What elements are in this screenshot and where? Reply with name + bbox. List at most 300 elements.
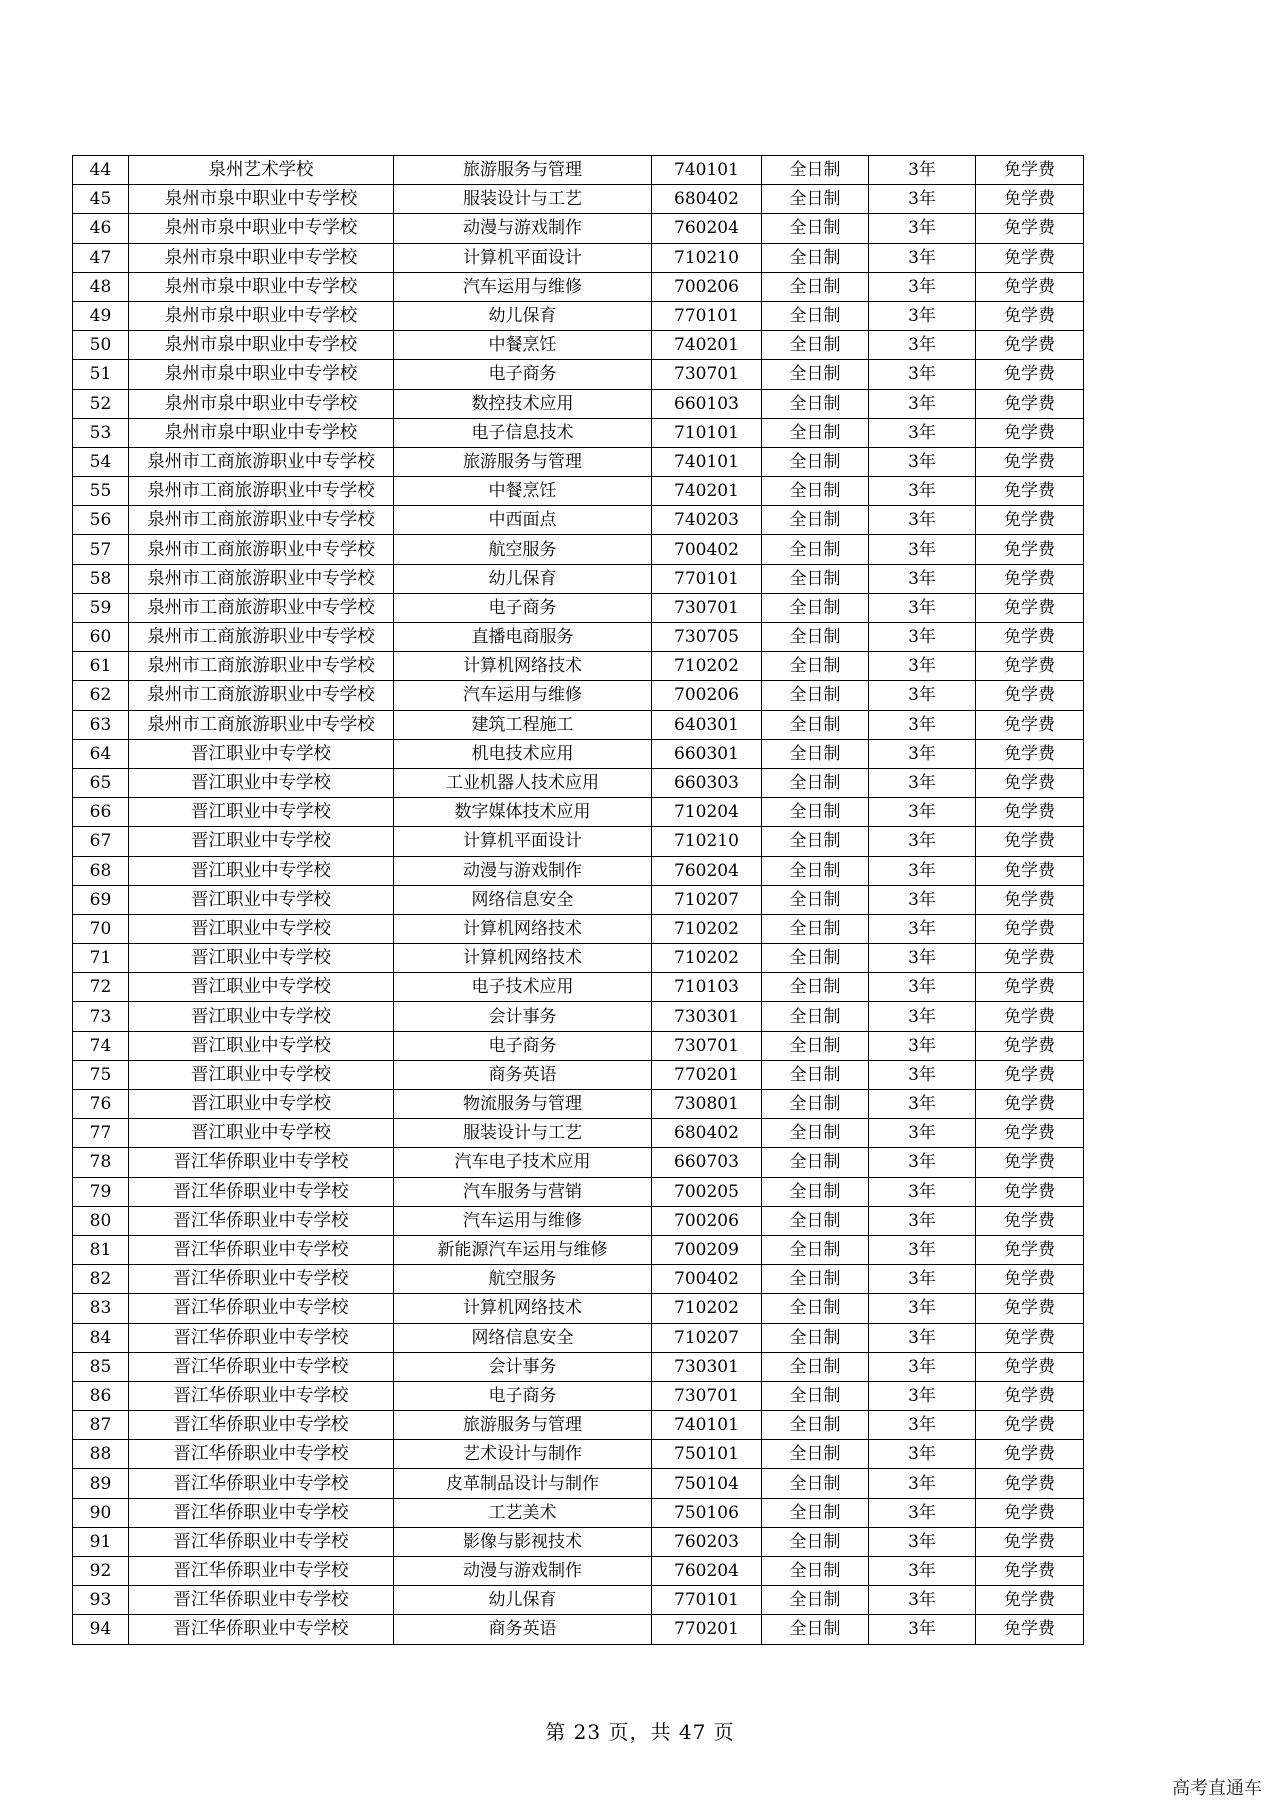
school-name-cell: 晋江华侨职业中专学校	[129, 1527, 394, 1556]
major-name-cell: 航空服务	[394, 535, 652, 564]
table-row	[73, 1352, 1084, 1381]
row-number-cell: 51	[73, 360, 129, 389]
major-name-cell: 电子商务	[394, 1031, 652, 1060]
duration-cell: 3年	[869, 1206, 976, 1235]
major-code-cell: 640301	[652, 710, 762, 739]
school-name-cell: 晋江职业中专学校	[129, 1119, 394, 1148]
tuition-status-cell: 免学费	[976, 944, 1084, 973]
duration-cell: 3年	[869, 185, 976, 214]
major-name-cell: 建筑工程施工	[394, 710, 652, 739]
study-mode-cell: 全日制	[762, 739, 869, 768]
study-mode-cell: 全日制	[762, 477, 869, 506]
duration-cell: 3年	[869, 681, 976, 710]
duration-cell: 3年	[869, 214, 976, 243]
school-name-cell: 晋江华侨职业中专学校	[129, 1498, 394, 1527]
major-name-cell: 汽车服务与营销	[394, 1177, 652, 1206]
school-name-cell: 晋江职业中专学校	[129, 973, 394, 1002]
row-number-cell: 75	[73, 1060, 129, 1089]
row-number-cell: 71	[73, 944, 129, 973]
major-code-cell: 730301	[652, 1352, 762, 1381]
duration-cell: 3年	[869, 1060, 976, 1089]
table-row	[73, 447, 1084, 476]
duration-cell: 3年	[869, 447, 976, 476]
row-number-cell: 72	[73, 973, 129, 1002]
major-name-cell: 幼儿保育	[394, 1586, 652, 1615]
major-name-cell: 会计事务	[394, 1002, 652, 1031]
table-row	[73, 739, 1084, 768]
duration-cell: 3年	[869, 1615, 976, 1644]
study-mode-cell: 全日制	[762, 156, 869, 185]
row-number-cell: 50	[73, 331, 129, 360]
major-code-cell: 730701	[652, 593, 762, 622]
major-name-cell: 计算机网络技术	[394, 944, 652, 973]
table-row	[73, 1148, 1084, 1177]
major-code-cell: 730705	[652, 623, 762, 652]
table-row	[73, 885, 1084, 914]
table-row	[73, 1615, 1084, 1644]
school-name-cell: 晋江华侨职业中专学校	[129, 1294, 394, 1323]
duration-cell: 3年	[869, 1527, 976, 1556]
row-number-cell: 48	[73, 272, 129, 301]
duration-cell: 3年	[869, 1469, 976, 1498]
row-number-cell: 82	[73, 1265, 129, 1294]
table-row	[73, 1411, 1084, 1440]
major-code-cell: 710207	[652, 885, 762, 914]
major-code-cell: 770101	[652, 301, 762, 330]
major-name-cell: 商务英语	[394, 1060, 652, 1089]
school-name-cell: 晋江职业中专学校	[129, 768, 394, 797]
row-number-cell: 87	[73, 1411, 129, 1440]
major-code-cell: 710207	[652, 1323, 762, 1352]
study-mode-cell: 全日制	[762, 1002, 869, 1031]
row-number-cell: 91	[73, 1527, 129, 1556]
duration-cell: 3年	[869, 1031, 976, 1060]
major-name-cell: 服装设计与工艺	[394, 185, 652, 214]
school-name-cell: 泉州市工商旅游职业中专学校	[129, 652, 394, 681]
study-mode-cell: 全日制	[762, 564, 869, 593]
major-name-cell: 幼儿保育	[394, 301, 652, 330]
duration-cell: 3年	[869, 1002, 976, 1031]
school-name-cell: 晋江职业中专学校	[129, 914, 394, 943]
duration-cell: 3年	[869, 1265, 976, 1294]
study-mode-cell: 全日制	[762, 1235, 869, 1264]
school-name-cell: 晋江职业中专学校	[129, 1002, 394, 1031]
major-name-cell: 服装设计与工艺	[394, 1119, 652, 1148]
study-mode-cell: 全日制	[762, 1586, 869, 1615]
school-name-cell: 晋江职业中专学校	[129, 1060, 394, 1089]
table-row	[73, 623, 1084, 652]
school-name-cell: 晋江华侨职业中专学校	[129, 1557, 394, 1586]
school-name-cell: 泉州市工商旅游职业中专学校	[129, 564, 394, 593]
table-row	[73, 1119, 1084, 1148]
major-code-cell: 660301	[652, 739, 762, 768]
study-mode-cell: 全日制	[762, 652, 869, 681]
study-mode-cell: 全日制	[762, 1498, 869, 1527]
study-mode-cell: 全日制	[762, 185, 869, 214]
major-name-cell: 电子商务	[394, 593, 652, 622]
row-number-cell: 53	[73, 418, 129, 447]
row-number-cell: 49	[73, 301, 129, 330]
table-row	[73, 477, 1084, 506]
tuition-status-cell: 免学费	[976, 914, 1084, 943]
school-name-cell: 泉州市泉中职业中专学校	[129, 272, 394, 301]
duration-cell: 3年	[869, 652, 976, 681]
major-name-cell: 网络信息安全	[394, 1323, 652, 1352]
school-name-cell: 泉州市工商旅游职业中专学校	[129, 506, 394, 535]
table-row	[73, 1586, 1084, 1615]
table-row	[73, 156, 1084, 185]
tuition-status-cell: 免学费	[976, 710, 1084, 739]
school-name-cell: 泉州市工商旅游职业中专学校	[129, 593, 394, 622]
school-name-cell: 晋江华侨职业中专学校	[129, 1265, 394, 1294]
major-code-cell: 730701	[652, 1031, 762, 1060]
major-code-cell: 750106	[652, 1498, 762, 1527]
major-name-cell: 影像与影视技术	[394, 1527, 652, 1556]
major-code-cell: 700205	[652, 1177, 762, 1206]
tuition-status-cell: 免学费	[976, 272, 1084, 301]
study-mode-cell: 全日制	[762, 1411, 869, 1440]
row-number-cell: 45	[73, 185, 129, 214]
major-name-cell: 动漫与游戏制作	[394, 214, 652, 243]
school-name-cell: 泉州市泉中职业中专学校	[129, 301, 394, 330]
row-number-cell: 63	[73, 710, 129, 739]
enrollment-table	[72, 155, 1084, 1645]
major-name-cell: 数字媒体技术应用	[394, 798, 652, 827]
row-number-cell: 65	[73, 768, 129, 797]
major-code-cell: 770101	[652, 564, 762, 593]
study-mode-cell: 全日制	[762, 1440, 869, 1469]
table-row	[73, 827, 1084, 856]
tuition-status-cell: 免学费	[976, 185, 1084, 214]
major-code-cell: 710202	[652, 652, 762, 681]
school-name-cell: 晋江华侨职业中专学校	[129, 1469, 394, 1498]
study-mode-cell: 全日制	[762, 331, 869, 360]
school-name-cell: 泉州艺术学校	[129, 156, 394, 185]
duration-cell: 3年	[869, 1323, 976, 1352]
duration-cell: 3年	[869, 1440, 976, 1469]
table-row	[73, 1265, 1084, 1294]
tuition-status-cell: 免学费	[976, 856, 1084, 885]
duration-cell: 3年	[869, 944, 976, 973]
major-code-cell: 700206	[652, 272, 762, 301]
major-code-cell: 710103	[652, 973, 762, 1002]
tuition-status-cell: 免学费	[976, 1177, 1084, 1206]
school-name-cell: 晋江华侨职业中专学校	[129, 1586, 394, 1615]
duration-cell: 3年	[869, 593, 976, 622]
row-number-cell: 77	[73, 1119, 129, 1148]
study-mode-cell: 全日制	[762, 944, 869, 973]
table-row	[73, 856, 1084, 885]
major-name-cell: 商务英语	[394, 1615, 652, 1644]
major-code-cell: 770201	[652, 1615, 762, 1644]
tuition-status-cell: 免学费	[976, 681, 1084, 710]
row-number-cell: 93	[73, 1586, 129, 1615]
study-mode-cell: 全日制	[762, 389, 869, 418]
row-number-cell: 70	[73, 914, 129, 943]
major-name-cell: 汽车电子技术应用	[394, 1148, 652, 1177]
row-number-cell: 58	[73, 564, 129, 593]
major-code-cell: 700402	[652, 1265, 762, 1294]
row-number-cell: 54	[73, 447, 129, 476]
tuition-status-cell: 免学费	[976, 389, 1084, 418]
tuition-status-cell: 免学费	[976, 1119, 1084, 1148]
major-code-cell: 660103	[652, 389, 762, 418]
major-name-cell: 计算机网络技术	[394, 914, 652, 943]
row-number-cell: 81	[73, 1235, 129, 1264]
tuition-status-cell: 免学费	[976, 1148, 1084, 1177]
duration-cell: 3年	[869, 739, 976, 768]
major-name-cell: 航空服务	[394, 1265, 652, 1294]
school-name-cell: 泉州市泉中职业中专学校	[129, 360, 394, 389]
school-name-cell: 泉州市泉中职业中专学校	[129, 185, 394, 214]
major-name-cell: 中餐烹饪	[394, 477, 652, 506]
table-row	[73, 389, 1084, 418]
tuition-status-cell: 免学费	[976, 1586, 1084, 1615]
major-name-cell: 旅游服务与管理	[394, 1411, 652, 1440]
major-name-cell: 数控技术应用	[394, 389, 652, 418]
major-code-cell: 700206	[652, 1206, 762, 1235]
school-name-cell: 泉州市泉中职业中专学校	[129, 418, 394, 447]
table-row	[73, 1323, 1084, 1352]
major-name-cell: 物流服务与管理	[394, 1090, 652, 1119]
duration-cell: 3年	[869, 331, 976, 360]
row-number-cell: 66	[73, 798, 129, 827]
study-mode-cell: 全日制	[762, 710, 869, 739]
row-number-cell: 74	[73, 1031, 129, 1060]
duration-cell: 3年	[869, 1381, 976, 1410]
duration-cell: 3年	[869, 477, 976, 506]
row-number-cell: 76	[73, 1090, 129, 1119]
duration-cell: 3年	[869, 1294, 976, 1323]
row-number-cell: 86	[73, 1381, 129, 1410]
study-mode-cell: 全日制	[762, 1119, 869, 1148]
table-row	[73, 185, 1084, 214]
tuition-status-cell: 免学费	[976, 827, 1084, 856]
table-row	[73, 710, 1084, 739]
major-name-cell: 新能源汽车运用与维修	[394, 1235, 652, 1264]
study-mode-cell: 全日制	[762, 1557, 869, 1586]
table-row	[73, 768, 1084, 797]
row-number-cell: 89	[73, 1469, 129, 1498]
school-name-cell: 泉州市工商旅游职业中专学校	[129, 623, 394, 652]
major-name-cell: 汽车运用与维修	[394, 681, 652, 710]
major-code-cell: 740101	[652, 447, 762, 476]
row-number-cell: 55	[73, 477, 129, 506]
major-code-cell: 730801	[652, 1090, 762, 1119]
duration-cell: 3年	[869, 535, 976, 564]
row-number-cell: 92	[73, 1557, 129, 1586]
school-name-cell: 晋江华侨职业中专学校	[129, 1177, 394, 1206]
major-code-cell: 700209	[652, 1235, 762, 1264]
duration-cell: 3年	[869, 156, 976, 185]
row-number-cell: 61	[73, 652, 129, 681]
tuition-status-cell: 免学费	[976, 418, 1084, 447]
school-name-cell: 泉州市泉中职业中专学校	[129, 331, 394, 360]
duration-cell: 3年	[869, 1119, 976, 1148]
major-name-cell: 机电技术应用	[394, 739, 652, 768]
study-mode-cell: 全日制	[762, 856, 869, 885]
school-name-cell: 晋江华侨职业中专学校	[129, 1235, 394, 1264]
major-name-cell: 电子商务	[394, 360, 652, 389]
major-code-cell: 710202	[652, 1294, 762, 1323]
table-row	[73, 944, 1084, 973]
table-row	[73, 272, 1084, 301]
table-row	[73, 301, 1084, 330]
major-code-cell: 760204	[652, 856, 762, 885]
tuition-status-cell: 免学费	[976, 1411, 1084, 1440]
tuition-status-cell: 免学费	[976, 1265, 1084, 1294]
table-row	[73, 914, 1084, 943]
study-mode-cell: 全日制	[762, 1527, 869, 1556]
major-code-cell: 770201	[652, 1060, 762, 1089]
watermark-text: 高考直通车	[1172, 1778, 1262, 1799]
table-row	[73, 1002, 1084, 1031]
major-code-cell: 760204	[652, 1557, 762, 1586]
major-code-cell: 760203	[652, 1527, 762, 1556]
row-number-cell: 57	[73, 535, 129, 564]
school-name-cell: 晋江职业中专学校	[129, 1090, 394, 1119]
row-number-cell: 94	[73, 1615, 129, 1644]
major-code-cell: 660303	[652, 768, 762, 797]
tuition-status-cell: 免学费	[976, 535, 1084, 564]
study-mode-cell: 全日制	[762, 360, 869, 389]
tuition-status-cell: 免学费	[976, 652, 1084, 681]
tuition-status-cell: 免学费	[976, 1323, 1084, 1352]
duration-cell: 3年	[869, 768, 976, 797]
major-code-cell: 680402	[652, 1119, 762, 1148]
study-mode-cell: 全日制	[762, 1265, 869, 1294]
table-row	[73, 360, 1084, 389]
row-number-cell: 62	[73, 681, 129, 710]
school-name-cell: 晋江职业中专学校	[129, 798, 394, 827]
duration-cell: 3年	[869, 885, 976, 914]
table-row	[73, 535, 1084, 564]
row-number-cell: 60	[73, 623, 129, 652]
school-name-cell: 晋江华侨职业中专学校	[129, 1440, 394, 1469]
study-mode-cell: 全日制	[762, 768, 869, 797]
row-number-cell: 56	[73, 506, 129, 535]
school-name-cell: 晋江职业中专学校	[129, 1031, 394, 1060]
row-number-cell: 68	[73, 856, 129, 885]
tuition-status-cell: 免学费	[976, 798, 1084, 827]
major-name-cell: 电子商务	[394, 1381, 652, 1410]
major-code-cell: 740203	[652, 506, 762, 535]
tuition-status-cell: 免学费	[976, 1031, 1084, 1060]
school-name-cell: 晋江华侨职业中专学校	[129, 1381, 394, 1410]
row-number-cell: 47	[73, 243, 129, 272]
row-number-cell: 84	[73, 1323, 129, 1352]
table-row	[73, 1440, 1084, 1469]
study-mode-cell: 全日制	[762, 1148, 869, 1177]
tuition-status-cell: 免学费	[976, 1002, 1084, 1031]
duration-cell: 3年	[869, 1235, 976, 1264]
major-code-cell: 750101	[652, 1440, 762, 1469]
row-number-cell: 44	[73, 156, 129, 185]
row-number-cell: 59	[73, 593, 129, 622]
major-name-cell: 会计事务	[394, 1352, 652, 1381]
major-code-cell: 740201	[652, 477, 762, 506]
study-mode-cell: 全日制	[762, 593, 869, 622]
school-name-cell: 晋江华侨职业中专学校	[129, 1206, 394, 1235]
table-row	[73, 564, 1084, 593]
school-name-cell: 晋江华侨职业中专学校	[129, 1615, 394, 1644]
table-row	[73, 331, 1084, 360]
table-row	[73, 506, 1084, 535]
row-number-cell: 83	[73, 1294, 129, 1323]
school-name-cell: 晋江华侨职业中专学校	[129, 1323, 394, 1352]
major-name-cell: 直播电商服务	[394, 623, 652, 652]
school-name-cell: 晋江职业中专学校	[129, 885, 394, 914]
tuition-status-cell: 免学费	[976, 506, 1084, 535]
major-name-cell: 电子技术应用	[394, 973, 652, 1002]
duration-cell: 3年	[869, 1557, 976, 1586]
table-row	[73, 418, 1084, 447]
major-name-cell: 旅游服务与管理	[394, 156, 652, 185]
row-number-cell: 90	[73, 1498, 129, 1527]
row-number-cell: 52	[73, 389, 129, 418]
tuition-status-cell: 免学费	[976, 1557, 1084, 1586]
tuition-status-cell: 免学费	[976, 593, 1084, 622]
tuition-status-cell: 免学费	[976, 243, 1084, 272]
table-row	[73, 1235, 1084, 1264]
table-row	[73, 214, 1084, 243]
major-code-cell: 740201	[652, 331, 762, 360]
table-row	[73, 1469, 1084, 1498]
table-row	[73, 1381, 1084, 1410]
school-name-cell: 泉州市泉中职业中专学校	[129, 389, 394, 418]
major-name-cell: 动漫与游戏制作	[394, 856, 652, 885]
duration-cell: 3年	[869, 1498, 976, 1527]
tuition-status-cell: 免学费	[976, 1440, 1084, 1469]
study-mode-cell: 全日制	[762, 1060, 869, 1089]
study-mode-cell: 全日制	[762, 1381, 869, 1410]
major-code-cell: 710204	[652, 798, 762, 827]
school-name-cell: 晋江职业中专学校	[129, 944, 394, 973]
major-name-cell: 电子信息技术	[394, 418, 652, 447]
study-mode-cell: 全日制	[762, 243, 869, 272]
tuition-status-cell: 免学费	[976, 973, 1084, 1002]
study-mode-cell: 全日制	[762, 1206, 869, 1235]
table-row	[73, 593, 1084, 622]
tuition-status-cell: 免学费	[976, 301, 1084, 330]
school-name-cell: 泉州市泉中职业中专学校	[129, 243, 394, 272]
school-name-cell: 泉州市工商旅游职业中专学校	[129, 710, 394, 739]
table-row	[73, 1557, 1084, 1586]
major-name-cell: 工业机器人技术应用	[394, 768, 652, 797]
study-mode-cell: 全日制	[762, 535, 869, 564]
duration-cell: 3年	[869, 1411, 976, 1440]
tuition-status-cell: 免学费	[976, 1060, 1084, 1089]
duration-cell: 3年	[869, 1148, 976, 1177]
major-code-cell: 700402	[652, 535, 762, 564]
enrollment-table-body	[73, 156, 1084, 1645]
tuition-status-cell: 免学费	[976, 214, 1084, 243]
row-number-cell: 79	[73, 1177, 129, 1206]
tuition-status-cell: 免学费	[976, 1235, 1084, 1264]
study-mode-cell: 全日制	[762, 1469, 869, 1498]
tuition-status-cell: 免学费	[976, 447, 1084, 476]
major-name-cell: 幼儿保育	[394, 564, 652, 593]
table-row	[73, 1177, 1084, 1206]
major-name-cell: 旅游服务与管理	[394, 447, 652, 476]
tuition-status-cell: 免学费	[976, 739, 1084, 768]
duration-cell: 3年	[869, 623, 976, 652]
table-row	[73, 243, 1084, 272]
tuition-status-cell: 免学费	[976, 477, 1084, 506]
tuition-status-cell: 免学费	[976, 1090, 1084, 1119]
tuition-status-cell: 免学费	[976, 1206, 1084, 1235]
study-mode-cell: 全日制	[762, 1031, 869, 1060]
